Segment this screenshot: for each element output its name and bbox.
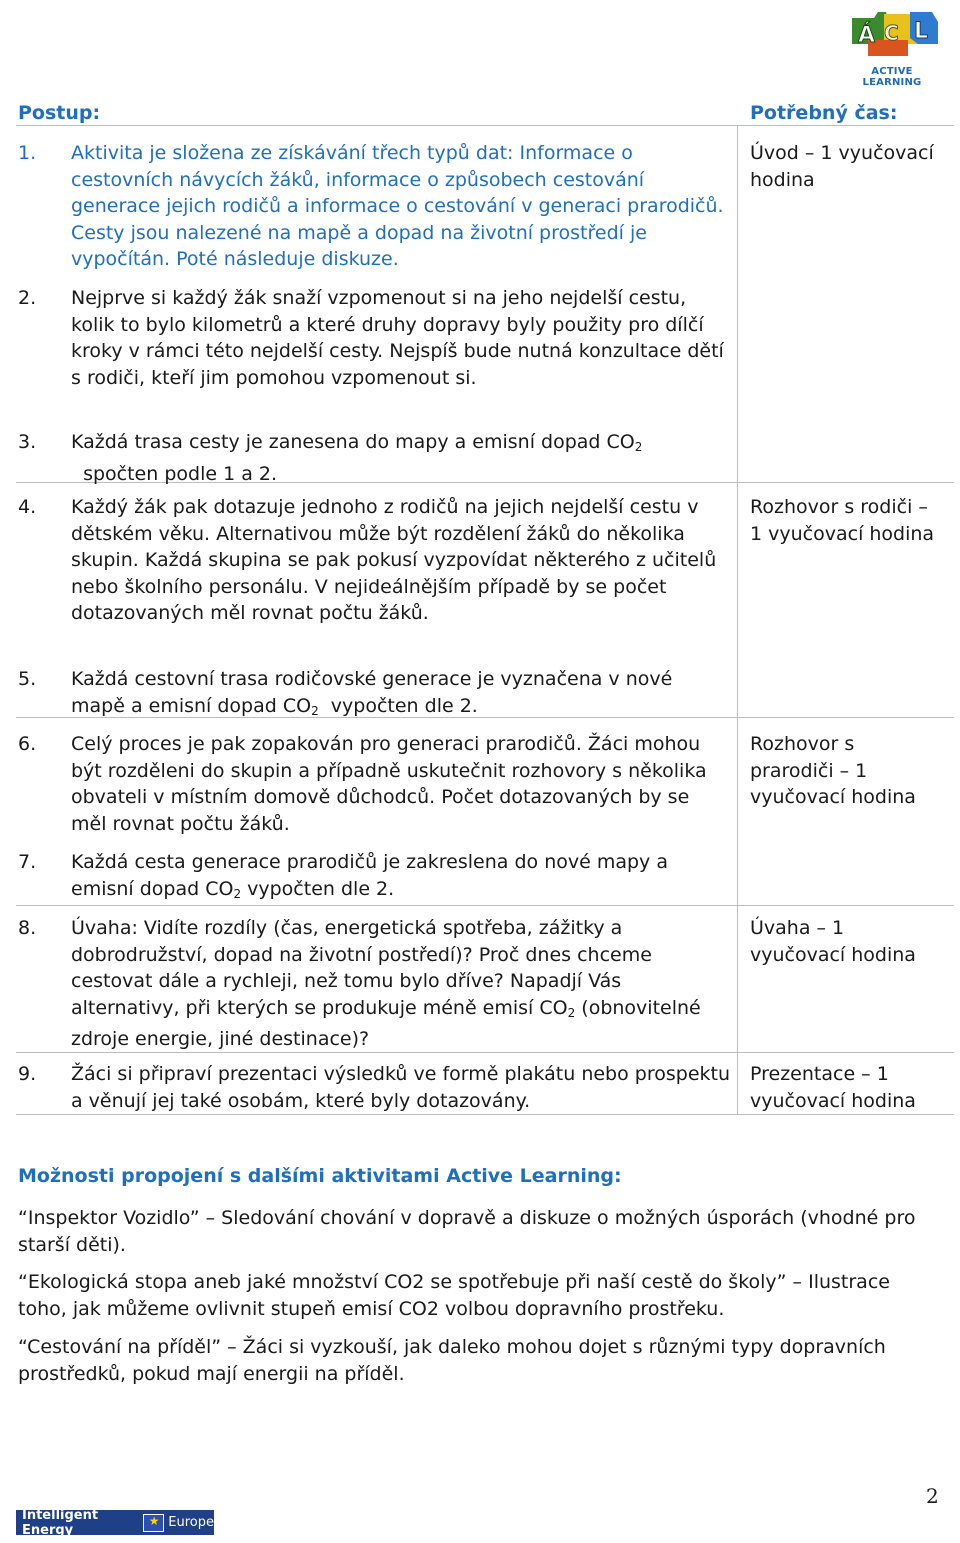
svg-text:C: C [884,21,899,45]
step-number: 2. [18,287,37,309]
time-intro: Úvod – 1 vyučovací hodina [750,142,934,191]
page-number: 2 [926,1484,939,1508]
step-text-part: Každá trasa cesty je zanesena do mapy a emisní dopad CO [71,431,635,453]
step-9 [18,1061,730,1114]
header-rule [16,125,954,126]
time-grandparents: Rozhovor s prarodiči – 1 vyučovací hodina [750,733,916,808]
intelligent-energy-logo [16,1507,214,1538]
links-heading: Možnosti propojení s dalšími aktivitami Active Learning: [18,1165,622,1187]
procedure-heading: Postup: [18,102,101,124]
step-1 [18,140,730,273]
subscript: 2 [634,440,643,454]
step-text-part: spočten podle 1 a 2. [71,462,278,485]
time-parents: Rozhovor s rodiči – 1 vyučovací hodina [750,496,935,545]
step-text: Každý žák pak dotazuje jednoho z rodičů na jejich nejdelší cestu v dětském věku. Alternativou může být rozdělení žáků do několika skupin. Každá skupina se pak pokusí vyzpovídat některého z učitelů nebo školního personálu. V nejideálnějším případě by se počet dotazovaných měl rovnat počtu žáků. [71,496,717,624]
link-item: “Ekologická stopa aneb jaké množství CO2 se spotřebuje při naší cestě do školy” – Ilustrace toho, jak můžeme ovlivnit stupeň emisí CO2 volbou dopravního prostřeku. [18,1271,890,1320]
step-8 [18,915,730,1053]
step-text: Aktivita je složena ze získávání třech typů dat: Informace o cestovních návycích žáků, informace o způsobech cestování generace jejich rodičů a informace o cestování v generaci prarodičů. Cesty jsou nalezené na mapě a dopad na životní prostředí je vypočítán. Poté následuje diskuze. [71,142,724,270]
step-2 [18,285,730,391]
step-text-part: (obnovitelné zdroje energie, jiné destinace)? [71,996,701,1050]
step-text: Žáci si připraví prezentaci výsledků ve formě plakátu nebo prospektu a věnují jej také osobám, které byly dotazovány. [71,1063,730,1112]
table-bottom-rule [16,1114,954,1115]
link-item: “Cestování na příděl” – Žáci si vyzkouší, jak daleko mohou dojet s různými typy dopravních prostředků, pokud mají energii na příděl. [18,1336,886,1385]
step-5 [18,666,730,724]
step-text-part: Každá cestovní trasa rodičovské generace je vyznačena v nové mapě a emisní dopad CO [71,668,673,717]
step-number: 8. [18,917,37,939]
step-number: 5. [18,668,37,690]
step-number: 7. [18,851,37,873]
step-text [71,666,730,724]
link-item: “Inspektor Vozidlo” – Sledování chování v dopravě a diskuze o možných úsporách (vhodné pro starší děti). [18,1207,916,1256]
step-text [71,849,730,907]
footer-logo-right: Europe [168,1515,214,1530]
step-4 [18,494,730,627]
step-number: 6. [18,733,37,755]
eu-flag-icon [143,1514,165,1532]
step-number: 3. [18,431,37,453]
step-text [71,915,730,1053]
subscript: 2 [233,886,242,901]
footer-logo-left: Intelligent Energy [22,1507,99,1538]
subscript: 2 [567,1005,576,1020]
step-7 [18,849,730,907]
step-6 [18,731,730,837]
step-text-part: Úvaha: Vidíte rozdíly (čas, energetická spotřeba, zážitky a dobrodružství, dopad na životní postředí)? Proč dnes chceme cestovat dále a rychleji, než tomu bylo dříve? Napadjí Vás alternativy, při kterých se produkuje méně emisí CO [71,917,652,1019]
column-divider [737,125,738,1115]
logo-caption: ACTIVE LEARNING [862,66,922,88]
step-text-part: Každá cesta generace prarodičů je zakreslena do nové mapy a emisní dopad CO [71,851,668,900]
step-3 [18,429,730,487]
time-presentation: Prezentace – 1 vyučovací hodina [750,1063,916,1112]
step-number: 4. [18,496,37,518]
svg-text:L: L [914,19,929,44]
step-text-part: vypočten dle 2. [318,694,478,717]
step-number: 9. [18,1063,37,1085]
svg-text:Á: Á [858,23,876,48]
step-number: 1. [18,142,37,164]
step-text: Celý proces je pak zopakován pro generaci prarodičů. Žáci mohou být rozděleni do skupin a případně uskutečnit rozhovory s několika obvateli v místním domově důchodců. Počet dotazovaných by se měl rovnat počtu žáků. [71,733,707,835]
step-text: Nejprve si každý žák snaží vzpomenout si na jeho nejdelší cestu, kolik to bylo kilometrů a které druhy dopravy byly použity pro dílčí kroky v rámci této nejdelší cesty. Nejspíš bude nutná konzultace dětí s rodiči, kteří jim pomohou vzpomenout si. [71,287,724,389]
step-text-part: vypočten dle 2. [241,877,395,900]
time-heading: Potřebný čas: [750,102,898,124]
time-reflection: Úvaha – 1 vyučovací hodina [750,917,916,966]
subscript: 2 [311,703,319,718]
step-text [71,429,730,487]
